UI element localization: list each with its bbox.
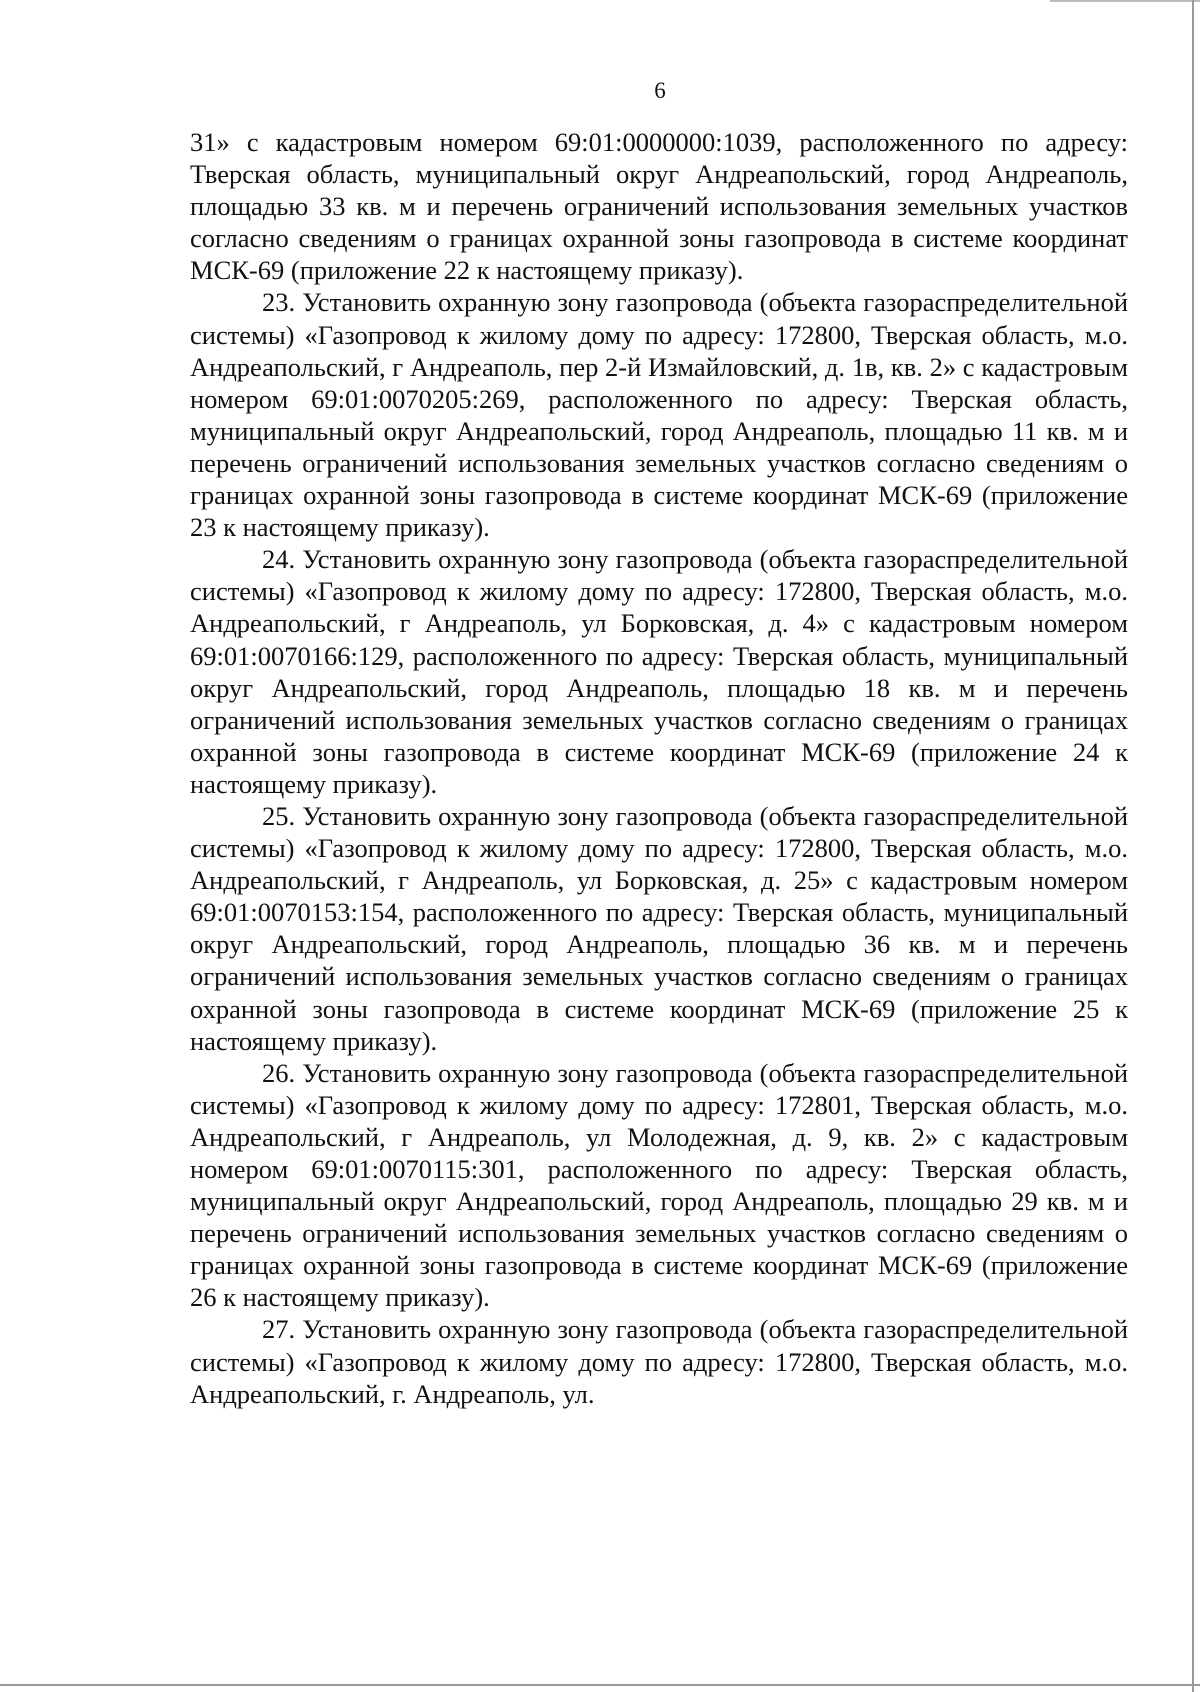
page-number: 6 <box>654 78 666 103</box>
paragraph-continuation: 31» с кадастровым номером 69:01:0000000:1039, расположенного по адресу: Тверская область, муниципальный округ Андреапольский, город Андреаполь, площадью 33 кв. м и перечень ограничений использования земельных участков согласно сведениям о границах охранной зоны газопровода в системе координат МСК-69 (приложение 22 к настоящему приказу). <box>190 127 1128 286</box>
scan-edge-top <box>1050 0 1200 2</box>
paragraph-item-23: 23. Установить охранную зону газопровода (объекта газораспределительной системы) «Газопровод к жилому дому по адресу: 172800, Тверская область, м.о. Андреапольский, г Андреаполь, пер 2-й Измайловский, д. 1в, кв. 2» с кадастровым номером 69:01:0070205:269, расположенного по адресу: Тверская область, муниципальный округ Андреапольский, город Андреаполь, площадью 11 кв. м и перечень ограничений использования земельных участков согласно сведениям о границах охранной зоны газопровода в системе координат МСК-69 (приложение 23 к настоящему приказу). <box>190 287 1128 543</box>
document-body <box>190 126 1128 1410</box>
scan-edge-right <box>1192 0 1194 1692</box>
paragraph-item-26: 26. Установить охранную зону газопровода (объекта газораспределительной системы) «Газопровод к жилому дому по адресу: 172801, Тверская область, м.о. Андреапольский, г Андреаполь, ул Молодежная, д. 9, кв. 2» с кадастровым номером 69:01:0070115:301, расположенного по адресу: Тверская область, муниципальный округ Андреапольский, город Андреаполь, площадью 29 кв. м и перечень ограничений использования земельных участков согласно сведениям о границах охранной зоны газопровода в системе координат МСК-69 (приложение 26 к настоящему приказу). <box>190 1057 1128 1313</box>
paragraph-item-27: 27. Установить охранную зону газопровода (объекта газораспределительной системы) «Газопровод к жилому дому по адресу: 172800, Тверская область, м.о. Андреапольский, г. Андреаполь, ул. <box>190 1314 1128 1409</box>
paragraph-item-25: 25. Установить охранную зону газопровода (объекта газораспределительной системы) «Газопровод к жилому дому по адресу: 172800, Тверская область, м.о. Андреапольский, г Андреаполь, ул Борковская, д. 25» с кадастровым номером 69:01:0070153:154, расположенного по адресу: Тверская область, муниципальный округ Андреапольский, город Андреаполь, площадью 36 кв. м и перечень ограничений использования земельных участков согласно сведениям о границах охранной зоны газопровода в системе координат МСК-69 (приложение 25 к настоящему приказу). <box>190 800 1128 1056</box>
paragraph-item-24: 24. Установить охранную зону газопровода (объекта газораспределительной системы) «Газопровод к жилому дому по адресу: 172800, Тверская область, м.о. Андреапольский, г Андреаполь, ул Борковская, д. 4» с кадастровым номером 69:01:0070166:129, расположенного по адресу: Тверская область, муниципальный округ Андреапольский, город Андреаполь, площадью 18 кв. м и перечень ограничений использования земельных участков согласно сведениям о границах охранной зоны газопровода в системе координат МСК-69 (приложение 24 к настоящему приказу). <box>190 544 1128 799</box>
scan-edge-bottom <box>0 1684 1200 1686</box>
